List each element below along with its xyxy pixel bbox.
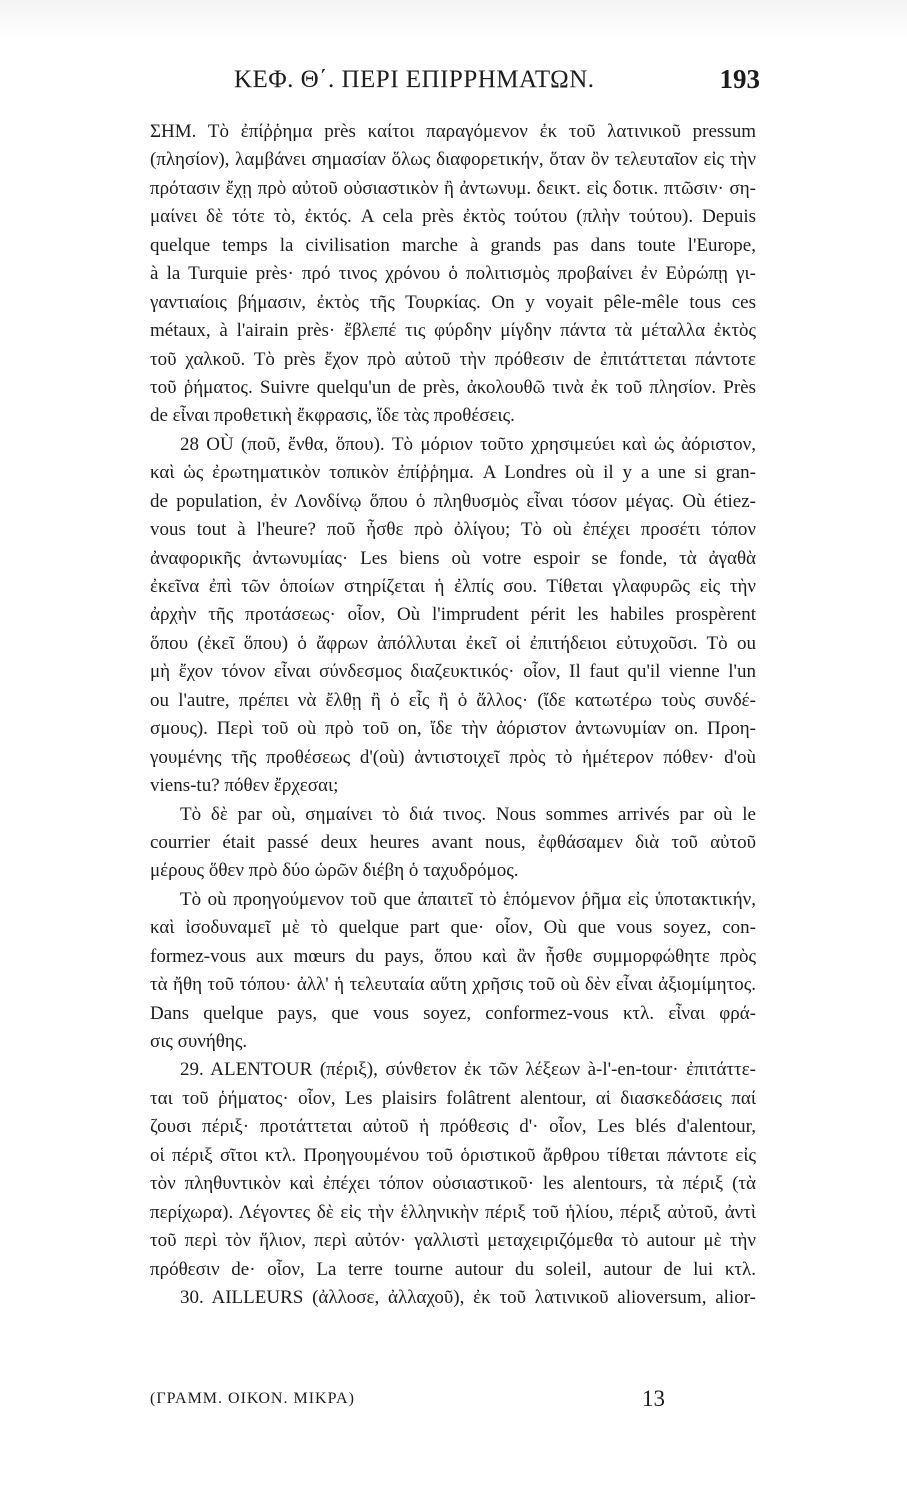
text-line: quelque temps la civilisation marche à grands pas dans toute l'Europe, [150, 234, 756, 256]
text-line: πρότασιν ἔχῃ πρὸ αὐτοῦ οὐσιαστικὸν ἢ ἀντωνυμ. δεικτ. εἰς δοτικ. πτῶσιν· ση- [150, 177, 756, 199]
text-line: ἐκεῖνα ἐπὶ τῶν ὁποίων στηρίζεται ἡ ἐλπίς σου. Τίθεται γλαφυρῶς εἰς τὴν [150, 576, 756, 597]
text-line: τοῦ χαλκοῦ. Τὸ près ἔχον πρὸ αὐτοῦ τὴν πρόθεσιν de ἐπιτάττεται πάντοτε [150, 348, 756, 370]
text-line: τὰ ἤθη τοῦ τόπου· ἀλλ' ἡ τελευταία αὕτη χρῆσις τοῦ où δὲν εἶναι ἀξιομίμητος. [150, 974, 756, 996]
text-line: τοῦ ῥήματος. Suivre quelqu'un de près, ἀκολουθῶ τινὰ ἐκ τοῦ πλησίον. Près [150, 376, 756, 398]
text-line: Dans quelque pays, que vous soyez, conformez-vous κτλ. εἶναι φρά- [150, 1002, 756, 1024]
text-line: Τὸ δὲ par où, σημαίνει τὸ διά τινος. Nous sommes arrivés par où le [180, 803, 756, 825]
text-line: καὶ ὡς ἐρωτηματικὸν τοπικὸν ἐπίῤῥημα. A Londres où il y a une si gran- [150, 462, 756, 484]
text-line: πρόθεσιν de· οἷον, La terre tourne autour du soleil, autour de lui κτλ. [150, 1258, 756, 1280]
text-line: formez-vous aux mœurs du pays, ὅπου καὶ ἂν ἦσθε συμμορφώθητε πρὸς [150, 945, 756, 967]
page-number: 193 [719, 64, 760, 94]
text-line: 28 OÙ (ποῦ, ἔνθα, ὅπου). Τὸ μόριον τοῦτο χρησιμεύει καὶ ὡς ἀόριστον, [180, 433, 756, 455]
text-line: vous tout à l'heure? ποῦ ἦσθε πρὸ ὀλίγου; Τὸ où ἐπέχει προσέτι τόπον [150, 519, 756, 541]
text-line: μαίνει δὲ τότε τὸ, ἐκτός. A cela près ἐκτὸς τούτου (πλὴν τούτου). Depuis [150, 206, 756, 228]
text-line: τὸν πληθυντικὸν καὶ ἐπέχει τόπον οὐσιαστικοῦ· les alentours, τὰ πέριξ (τὰ [150, 1173, 756, 1195]
text-line: de population, ἐν Λονδίνῳ ὅπου ὁ πληθυσμὸς εἶναι τόσον μέγας. Où étiez- [150, 490, 756, 512]
text-line: de εἶναι προθετικὴ ἔκφρασις, ἴδε τὰς προθέσεις. [150, 405, 515, 427]
text-line: ἀναφορικῆς ἀντωνυμίας· Les biens où votre espoir se fonde, τὰ ἀγαθὰ [150, 547, 756, 569]
text-line: ou l'autre, πρέπει νὰ ἔλθῃ ἢ ὁ εἷς ἢ ὁ ἄλλος· (ἴδε κατωτέρω τοὺς συνδέ- [150, 689, 756, 711]
sheet-number: 13 [642, 1386, 665, 1411]
text-line: ται τοῦ ῥήματος· οἷον, Les plaisirs folâtrent alentour, αἱ διασκεδάσεις παί [150, 1087, 756, 1109]
text-line: ζουσι πέριξ· προτάττεται αὐτοῦ ἡ πρόθεσις d'· οἷον, Les blés d'alentour, [150, 1116, 756, 1138]
chapter-title: ΚΕΦ. Θ΄. ΠΕΡΙ ΕΠΙΡΡΗΜΑΤΩΝ. [234, 66, 595, 93]
text-line: ὅπου (ἐκεῖ ὅπου) ὁ ἄφρων ἀπόλλυται ἐκεῖ οἱ ἐπιτήδειοι εὐτυχοῦσι. Τὸ ou [150, 632, 756, 654]
printer-signature: (ΓΡΑΜΜ. ΟΙΚΟΝ. ΜΙΚΡΑ) [150, 1390, 355, 1407]
text-line: μέρους ὅθεν πρὸ δύο ὡρῶν διέβη ὁ ταχυδρόμος. [150, 860, 519, 882]
text-line: ἀρχὴν τῆς προτάσεως· οἷον, Où l'imprudent périt les habiles prospèrent [150, 604, 756, 626]
text-line: ΣΗΜ. Τὸ ἐπίῤῥημα près καίτοι παραγόμενον ἐκ τοῦ λατινικοῦ pressum [150, 121, 756, 142]
text-line: à la Turquie près· πρό τινος χρόνου ὁ πολιτισμὸς προβαίνει ἐν Εὐρώπῃ γι- [150, 263, 756, 285]
text-line: métaux, à l'airain près· ἔβλεπέ τις φύρδην μίγδην πάντα τὰ μέταλλα ἐκτὸς [150, 320, 756, 342]
text-line: περίχωρα). Λέγοντες δὲ εἰς τὴν ἑλληνικὴν πέριξ τοῦ ἡλίου, πέριξ αὐτοῦ, ἀντὶ [150, 1201, 756, 1223]
text-line: viens-tu? πόθεν ἔρχεσαι; [150, 775, 339, 797]
text-line: μὴ ἔχον τόνον εἶναι σύνδεσμος διαζευκτικός· οἷον, Il faut qu'il vienne l'un [150, 661, 756, 683]
text-line: τοῦ περὶ τὸν ἥλιον, περὶ αὐτόν· γαλλιστὶ μεταχειριζόμεθα τὸ autour μὲ τὴν [150, 1230, 756, 1252]
running-head [148, 66, 760, 98]
text-line: Τὸ où προηγούμενον τοῦ que ἀπαιτεῖ τὸ ἑπόμενον ῥῆμα εἰς ὑποτακτικήν, [180, 888, 756, 910]
text-line: γαντιαίοις βήμασιν, ἐκτὸς τῆς Τουρκίας. On y voyait pêle-mêle tous ces [150, 291, 756, 313]
text-line: οἱ πέριξ σῖτοι κτλ. Προηγουμένου τοῦ ὁριστικοῦ ἄρθρου τίθεται πάντοτε εἰς [150, 1144, 756, 1166]
page-footer [150, 1386, 756, 1416]
text-line: courrier était passé deux heures avant nous, ἐφθάσαμεν διὰ τοῦ αὐτοῦ [150, 831, 756, 853]
text-line: 29. ALENTOUR (πέριξ), σύνθετον ἐκ τῶν λέξεων à-l'-en-tour· ἐπιτάττε- [180, 1059, 756, 1081]
page-top-shading [0, 0, 907, 40]
text-line: σμους). Περὶ τοῦ où πρὸ τοῦ on, ἴδε τὴν ἀόριστον ἀντωνυμίαν on. Προη- [150, 718, 756, 740]
text-line: (πλησίον), λαμβάνει σημασίαν ὅλως διαφορετικήν, ὅταν ὂν τελευταῖον εἰς τὴν [150, 149, 756, 171]
text-line: σις συνήθης. [150, 1031, 248, 1052]
text-line: γουμένης τῆς προθέσεως d'(où) ἀντιστοιχεῖ πρὸς τὸ ἡμέτερον πόθεν· d'où [150, 746, 756, 768]
text-line: καὶ ἰσοδυναμεῖ μὲ τὸ quelque part que· οἷον, Où que vous soyez, con- [150, 917, 756, 939]
body-text [150, 118, 756, 1312]
text-line: 30. AILLEURS (ἀλλοσε, ἀλλαχοῦ), ἐκ τοῦ λατινικοῦ alioversum, alior- [180, 1286, 756, 1308]
